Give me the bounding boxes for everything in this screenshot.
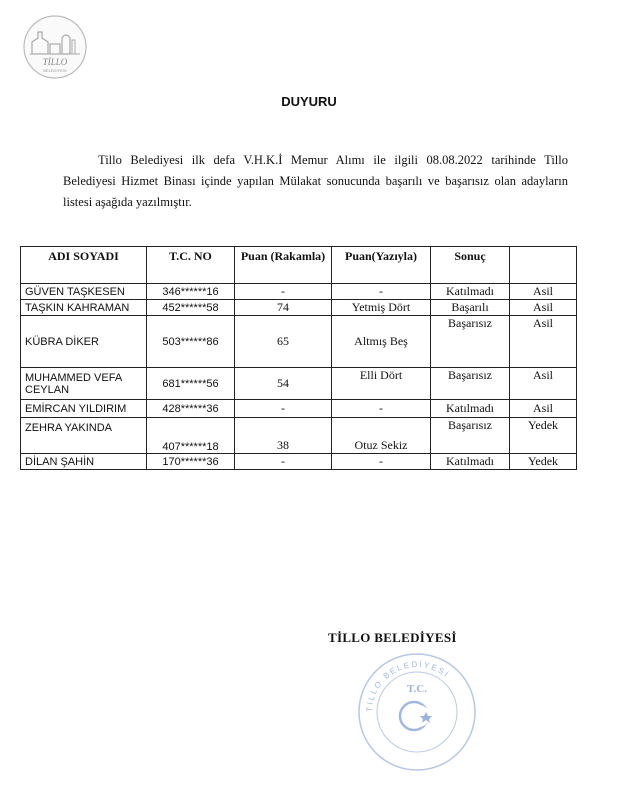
cell-status: Yedek — [510, 454, 577, 470]
svg-text:TİLLO: TİLLO — [42, 57, 68, 67]
cell-score: - — [235, 454, 332, 470]
table-row — [21, 316, 577, 368]
announcement-paragraph — [63, 150, 568, 213]
svg-text:BELEDİYESİ: BELEDİYESİ — [43, 68, 67, 73]
cell-result: Başarısız — [431, 368, 510, 400]
cell-name: ZEHRA YAKINDA — [21, 418, 147, 454]
table-header-row — [21, 247, 577, 284]
cell-tc: 503******86 — [147, 316, 235, 368]
table-row — [21, 418, 577, 454]
header-score: Puan (Rakamla) — [235, 247, 332, 284]
cell-status: Asil — [510, 400, 577, 418]
official-stamp — [352, 650, 482, 775]
cell-result: Başarılı — [431, 300, 510, 316]
cell-status: Asil — [510, 316, 577, 368]
table-row — [21, 400, 577, 418]
cell-score-text: - — [332, 400, 431, 418]
cell-status: Asil — [510, 284, 577, 300]
cell-tc: 681******56 — [147, 368, 235, 400]
cell-tc: 346******16 — [147, 284, 235, 300]
cell-score-text: Altmış Beş — [332, 316, 431, 368]
cell-tc: 407******18 — [147, 418, 235, 454]
cell-tc: 170******36 — [147, 454, 235, 470]
cell-score: 74 — [235, 300, 332, 316]
paragraph-line-1: Tillo Belediyesi ilk defa V.H.K.İ Memur Alımı ile ilgili 08.08.2022 tarihinde Tillo — [98, 153, 568, 167]
cell-result: Katılmadı — [431, 400, 510, 418]
cell-score-text: Otuz Sekiz — [332, 418, 431, 454]
cell-name: TAŞKIN KAHRAMAN — [21, 300, 147, 316]
cell-name: EMİRCAN YILDIRIM — [21, 400, 147, 418]
municipality-logo — [22, 14, 88, 80]
cell-result: Başarısız — [431, 316, 510, 368]
cell-status: Yedek — [510, 418, 577, 454]
cell-score: 54 — [235, 368, 332, 400]
cell-score: 38 — [235, 418, 332, 454]
header-result: Sonuç — [431, 247, 510, 284]
cell-result: Katılmadı — [431, 454, 510, 470]
cell-score: 65 — [235, 316, 332, 368]
table-row — [21, 300, 577, 316]
cell-name: GÜVEN TAŞKESEN — [21, 284, 147, 300]
header-name: ADI SOYADI — [21, 247, 147, 284]
cell-result: Katılmadı — [431, 284, 510, 300]
cell-score-text: - — [332, 454, 431, 470]
cell-status: Asil — [510, 300, 577, 316]
svg-text:T.C.: T.C. — [407, 683, 427, 695]
signature-block: TİLLO BELEDİYESİ — [328, 630, 457, 645]
cell-name: DİLAN ŞAHİN — [21, 454, 147, 470]
header-score-text: Puan(Yazıyla) — [332, 247, 431, 284]
cell-tc: 428******36 — [147, 400, 235, 418]
results-table — [20, 246, 577, 470]
header-status — [510, 247, 577, 284]
table-row — [21, 284, 577, 300]
cell-status: Asil — [510, 368, 577, 400]
cell-score: - — [235, 284, 332, 300]
cell-result: Başarısız — [431, 418, 510, 454]
header-tc: T.C. NO — [147, 247, 235, 284]
svg-text:TİLLO BELEDİYESİ: TİLLO BELEDİYESİ — [364, 659, 452, 713]
table-row — [21, 368, 577, 400]
cell-name: MUHAMMED VEFA CEYLAN — [21, 368, 147, 400]
cell-score-text: Elli Dört — [332, 368, 431, 400]
paragraph-rest: Belediyesi Hizmet Binası içinde yapılan Mülakat sonucunda başarılı ve başarısız olan adayların listesi aşağıda yazılmıştır. — [63, 174, 568, 209]
cell-score-text: - — [332, 284, 431, 300]
cell-score: - — [235, 400, 332, 418]
cell-score-text: Yetmiş Dört — [332, 300, 431, 316]
page-title: DUYURU — [281, 94, 337, 109]
table-row — [21, 454, 577, 470]
cell-tc: 452******58 — [147, 300, 235, 316]
cell-name: KÜBRA DİKER — [21, 316, 147, 368]
